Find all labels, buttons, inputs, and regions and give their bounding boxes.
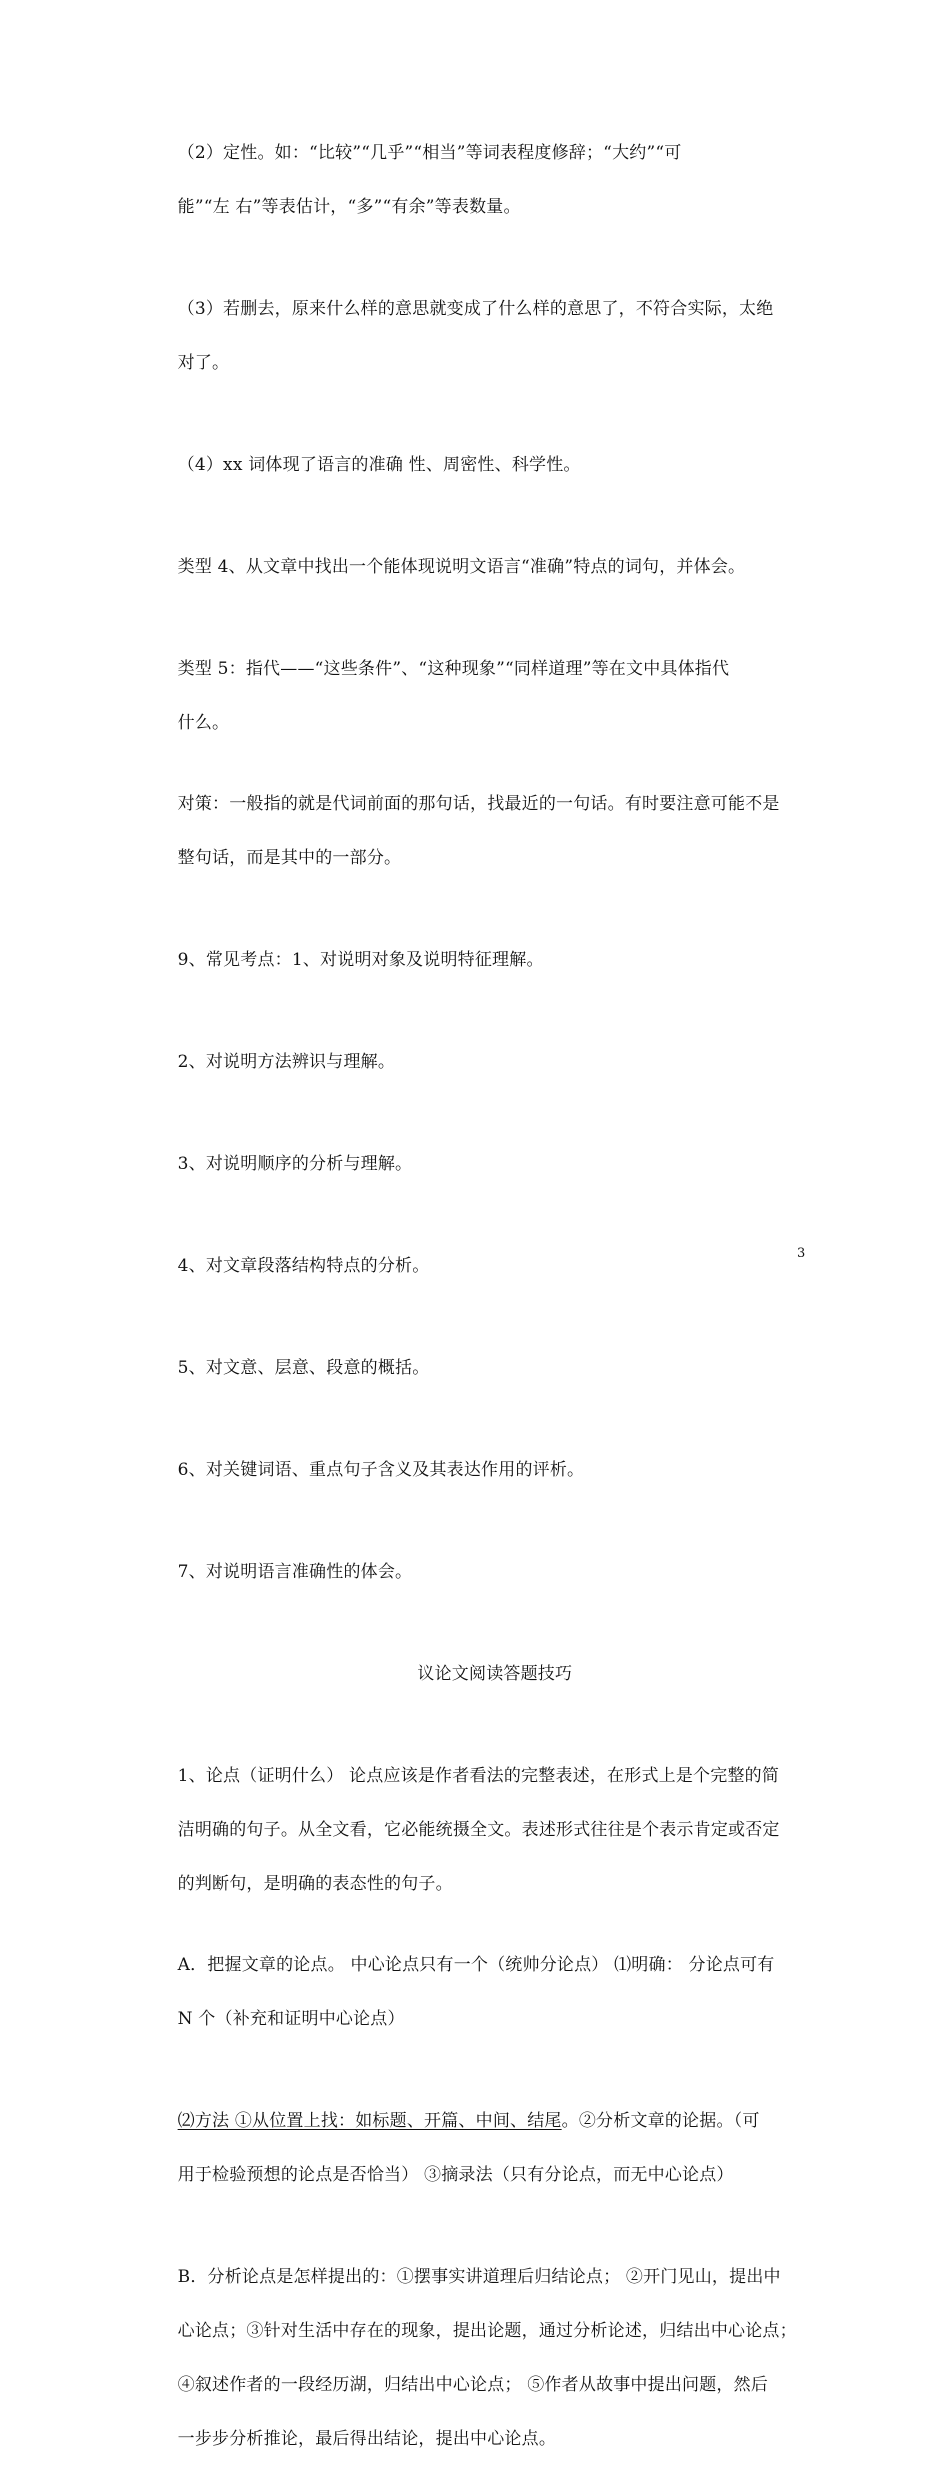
text-line: 1、论点（证明什么） 论点应该是作者看法的完整表述，在形式上是个完整的简: [177, 1766, 780, 1786]
section-heading: [144, 1634, 812, 1715]
paragraph-delete-effect: [144, 269, 812, 404]
list-item-point-2: [144, 1022, 812, 1103]
text-line: 的判断句，是明确的表态性的句子。: [177, 1874, 453, 1894]
text-line: A．把握文章的论点。 中心论点只有一个（统帅分论点） ⑴明确： 分论点可有: [177, 1955, 775, 1975]
text-line: 6、对关键词语、重点句子含义及其表达作用的评析。: [177, 1460, 585, 1480]
page-content: [144, 113, 812, 2480]
text-line: 整句话，而是其中的一部分。: [177, 848, 402, 868]
list-item-point-7: [144, 1532, 812, 1613]
paragraph-qualifier-words: [144, 113, 812, 248]
paragraph-common-points: [144, 920, 812, 1001]
text-line: 5、对文意、层意、段意的概括。: [177, 1358, 430, 1378]
text-line: （4）xx 词体现了语言的准确 性、周密性、科学性。: [177, 455, 581, 475]
text-line: 什么。: [177, 713, 230, 733]
paragraph-method: [144, 2081, 812, 2216]
text-line: （2）定性。如：“比较”“几乎”“相当”等词表程度修辞；“大约”“可: [177, 143, 682, 163]
paragraph-analyze-point: [144, 2237, 812, 2480]
page-number: 3: [797, 1246, 806, 1261]
list-item-point-5: [144, 1328, 812, 1409]
underlined-text: ⑵方法 ①从位置上找：如标题、开篇、中间、结尾: [177, 2111, 562, 2131]
text-line: 对策：一般指的就是代词前面的那句话，找最近的一句话。有时要注意可能不是: [177, 794, 780, 814]
text-line: 能”“左 右”等表估计，“多”“有余”等表数量。: [177, 197, 521, 217]
text-line: 心论点；③针对生活中存在的现象，提出论题，通过分析论述，归结出中心论点；: [177, 2321, 797, 2341]
list-item-point-4: [144, 1226, 812, 1307]
text-line: 9、常见考点：1、对说明对象及说明特征理解。: [177, 950, 544, 970]
text-line: 类型 4、从文章中找出一个能体现说明文语言“准确”特点的词句，并体会。: [177, 557, 746, 577]
text-line: ④叙述作者的一段经历湖，归结出中心论点； ⑤作者从故事中提出问题，然后: [177, 2375, 769, 2395]
text-line: 用于检验预想的论点是否恰当） ③摘录法（只有分论点，而无中心论点）: [177, 2165, 734, 2185]
text-line: B．分析论点是怎样提出的：①摆事实讲道理后归结论点； ②开门见山，提出中: [177, 2267, 781, 2287]
text-line: 7、对说明语言准确性的体会。: [177, 1562, 413, 1582]
paragraph-language-accuracy: [144, 425, 812, 506]
paragraph-strategy: [144, 764, 812, 899]
text-line: 类型 5：指代——“这些条件”、“这种现象”“同样道理”等在文中具体指代: [177, 659, 730, 679]
heading-text: 议论文阅读答题技巧: [417, 1664, 573, 1684]
list-item-point-6: [144, 1430, 812, 1511]
text-line: 对了。: [177, 353, 230, 373]
text-line: 2、对说明方法辨识与理解。: [177, 1052, 396, 1072]
paragraph-argument-point: [144, 1736, 812, 1925]
text-line: 4、对文章段落结构特点的分析。: [177, 1256, 430, 1276]
text-line: 3、对说明顺序的分析与理解。: [177, 1154, 413, 1174]
paragraph-type-4: [144, 527, 812, 608]
text-span: 。②分析文章的论据。（可: [561, 2111, 760, 2131]
text-line: 洁明确的句子。从全文看，它必能统摄全文。表述形式往往是个表示肯定或否定: [177, 1820, 780, 1840]
list-item-point-3: [144, 1124, 812, 1205]
text-line: N 个（补充和证明中心论点）: [177, 2009, 405, 2029]
text-line: 一步步分析推论，最后得出结论，提出中心论点。: [177, 2429, 557, 2449]
text-line: （3）若删去，原来什么样的意思就变成了什么样的意思了，不符合实际，太绝: [177, 299, 774, 319]
paragraph-type-5: [144, 629, 812, 764]
paragraph-grasp-point: [144, 1925, 812, 2060]
